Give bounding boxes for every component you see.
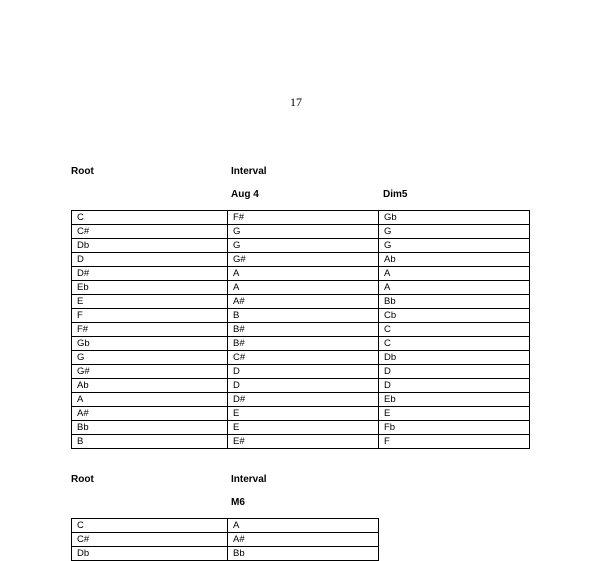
table-cell: B#: [228, 323, 379, 337]
table-cell: A: [379, 281, 530, 295]
table-cell: Fb: [379, 421, 530, 435]
table-cell: Ab: [72, 379, 228, 393]
table-cell: E: [379, 407, 530, 421]
table-cell: Bb: [379, 295, 530, 309]
table-row: [72, 421, 530, 435]
table-row: [72, 281, 530, 295]
table-cell: G: [72, 351, 228, 365]
table-cell: G#: [228, 253, 379, 267]
interval-table-aug4-dim5: [71, 210, 530, 449]
table-cell: D#: [72, 267, 228, 281]
table-row: [72, 393, 530, 407]
table-cell: B#: [228, 337, 379, 351]
table-cell: Cb: [379, 309, 530, 323]
table-cell: D: [72, 253, 228, 267]
table-cell: Gb: [72, 337, 228, 351]
table-cell: Db: [72, 239, 228, 253]
table-cell: A: [379, 267, 530, 281]
table-cell: E#: [228, 435, 379, 449]
table-cell: C#: [72, 533, 228, 547]
table-cell: C: [379, 323, 530, 337]
table1-interval-header: Interval: [231, 166, 267, 177]
table-row: [72, 407, 530, 421]
table-cell: D: [228, 365, 379, 379]
table-cell: G: [379, 239, 530, 253]
table-row: [72, 323, 530, 337]
table-cell: C#: [228, 351, 379, 365]
table-row: [72, 435, 530, 449]
table-row: [72, 351, 530, 365]
table-cell: C#: [72, 225, 228, 239]
table-cell: A#: [72, 407, 228, 421]
table-cell: F#: [228, 211, 379, 225]
table-cell: D: [379, 365, 530, 379]
table-cell: D: [379, 379, 530, 393]
table-cell: Db: [379, 351, 530, 365]
table1-dim5-label: Dim5: [383, 189, 408, 200]
table-cell: F: [72, 309, 228, 323]
table-cell: A: [228, 519, 379, 533]
table-row: [72, 211, 530, 225]
table-cell: G#: [72, 365, 228, 379]
table-cell: E: [228, 407, 379, 421]
table-row: [72, 225, 530, 239]
table-row: [72, 253, 530, 267]
table1-root-header: Root: [71, 166, 94, 177]
table-cell: D#: [228, 393, 379, 407]
table-cell: C: [72, 519, 228, 533]
table-cell: F#: [72, 323, 228, 337]
table-cell: A#: [228, 295, 379, 309]
table-cell: A: [228, 281, 379, 295]
table-row: [72, 379, 530, 393]
table-row: [72, 295, 530, 309]
table-cell: Ab: [379, 253, 530, 267]
table-cell: A#: [228, 533, 379, 547]
page-number: 17: [290, 95, 302, 109]
table-row: [72, 533, 379, 547]
table-cell: B: [72, 435, 228, 449]
table-cell: B: [228, 309, 379, 323]
table-cell: Db: [72, 547, 228, 561]
table-row: [72, 267, 530, 281]
table-cell: E: [72, 295, 228, 309]
table-cell: A: [72, 393, 228, 407]
table2-m6-label: M6: [231, 497, 245, 508]
table-row: [72, 365, 530, 379]
table-cell: E: [228, 421, 379, 435]
table-cell: C: [72, 211, 228, 225]
table-cell: Gb: [379, 211, 530, 225]
table2-root-header: Root: [71, 474, 94, 485]
table-row: [72, 519, 379, 533]
table-row: [72, 239, 530, 253]
table-cell: G: [228, 225, 379, 239]
table-cell: G: [379, 225, 530, 239]
table-cell: Eb: [379, 393, 530, 407]
table-cell: C: [379, 337, 530, 351]
table2-interval-header: Interval: [231, 474, 267, 485]
table-row: [72, 337, 530, 351]
table-cell: A: [228, 267, 379, 281]
interval-table-m6: [71, 518, 379, 561]
table-row: [72, 547, 379, 561]
table-cell: D: [228, 379, 379, 393]
table-cell: F: [379, 435, 530, 449]
table-cell: Eb: [72, 281, 228, 295]
table-cell: G: [228, 239, 379, 253]
table-cell: Bb: [228, 547, 379, 561]
table1-aug4-label: Aug 4: [231, 189, 259, 200]
table-cell: Bb: [72, 421, 228, 435]
table-row: [72, 309, 530, 323]
